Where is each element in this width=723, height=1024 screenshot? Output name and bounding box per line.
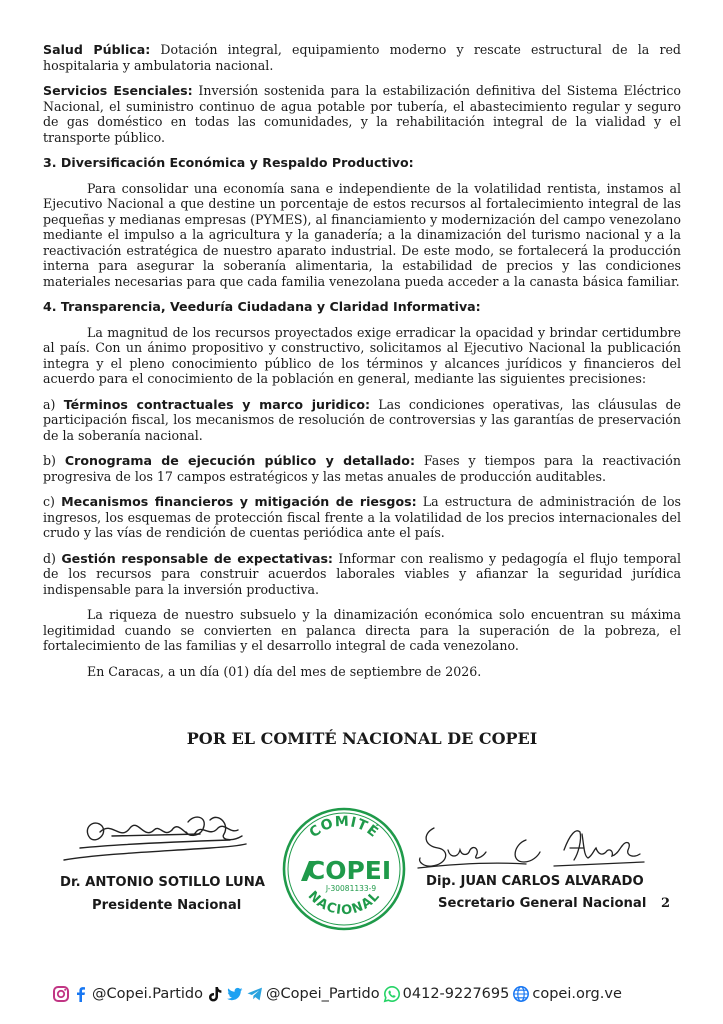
date-line: En Caracas, a un día (01) día del mes de septiembre de 2026. bbox=[87, 663, 482, 679]
tiktok-icon[interactable] bbox=[206, 985, 224, 1003]
footer-phone[interactable]: 0412-9227695 bbox=[402, 986, 510, 1002]
item-b-prefix: b) bbox=[43, 453, 65, 468]
signatory-right-title: Secretario General Nacional bbox=[438, 896, 647, 911]
signatory-left-title: Presidente Nacional bbox=[92, 898, 242, 913]
facebook-icon[interactable] bbox=[72, 985, 90, 1003]
item-a-text: Las condiciones operativas, las cláusulas de participación fiscal, los mecanismos de resolución de controversias y las garantías de preservación de la soberanía nacional. bbox=[43, 396, 681, 443]
section-3-heading: 3. Diversificación Económica y Respaldo Productivo: bbox=[43, 155, 414, 170]
footer-handle-facebook-instagram[interactable]: @Copei.Partido bbox=[92, 986, 203, 1002]
item-a-prefix: a) bbox=[43, 396, 64, 412]
page-number: 2 bbox=[661, 896, 671, 911]
copei-seal-stamp bbox=[279, 805, 409, 933]
closing-paragraph: La riqueza de nuestro subsuelo y la dinamización económica solo encuentran su máxima legitimidad cuando se convierten en palanca directa para la superación de la pobreza, el fortalecimiento de las familias y el desarrollo integral de cada venezolano. bbox=[43, 607, 681, 653]
item-a-label: Términos contractuales y marco juridico: bbox=[63, 396, 371, 412]
item-c-text: La estructura de administración de los ingresos, los esquemas de protección fiscal frente a la volatilidad de los precios internacionales del crudo y las vías de rendición de cuentas periódica ante el país. bbox=[43, 494, 681, 540]
svg-text:COMITÉ: COMITÉ bbox=[306, 813, 382, 842]
paragraph-salud-publica bbox=[43, 42, 681, 73]
item-c-prefix: c) bbox=[43, 494, 62, 509]
label-servicios-esenciales: Servicios Esenciales: bbox=[43, 83, 193, 98]
section-3-body: Para consolidar una economía sana e independiente de la volatilidad rentista, instamos al Ejecutivo Nacional a que destine un porcentaje de estos recursos al fortalecimiento integral de las pequeñas y medianas empresas (PYMES), al financiamiento y modernización del campo venezolano mediante el impulso a la agricultura y la ganadería; a la dinamización del turismo nacional y a la reactivación estratégica de nuestro aparato industrial. De este modo, se fortalecerá la producción interna para asegurar la soberanía alimentaria, la estabilidad de precios y las condiciones materiales necesarias para que cada familia venezolana pueda acceder a la canasta básica familiar. bbox=[43, 180, 681, 289]
telegram-icon[interactable] bbox=[246, 985, 264, 1003]
globe-icon[interactable] bbox=[512, 985, 530, 1003]
document-body bbox=[43, 42, 681, 686]
label-salud-publica: Salud Pública: bbox=[43, 42, 151, 57]
twitter-icon[interactable] bbox=[226, 985, 244, 1003]
section-4-body: La magnitud de los recursos proyectados exige erradicar la opacidad y brindar certidumbre al país. Con un ánimo propositivo y constructivo, solicitamos al Ejecutivo Nacional la publicación integra y el pleno conocimiento público de los términos y alcances jurídicos y financieros del acuerdo para el conocimiento de la población en general, mediante las siguientes precisiones: bbox=[43, 324, 681, 386]
text-salud-publica: Dotación integral, equipamiento moderno y rescate estructural de la red hospitalaria y ambulatoria nacional. bbox=[43, 42, 681, 73]
signatory-right-name: Dip. JUAN CARLOS ALVARADO bbox=[426, 874, 644, 889]
svg-text:J-30081133-9: J-30081133-9 bbox=[325, 884, 377, 893]
signature-right-image bbox=[414, 820, 646, 872]
item-d-text: Informar con realismo y pedagogía el flujo temporal de los recursos para construir acuerdos laborales viables y afianzar la seguridad jurídica indispensable para la inversión productiva. bbox=[43, 550, 681, 597]
paragraph-servicios-esenciales bbox=[43, 83, 681, 145]
section-4-heading: 4. Transparencia, Veeduría Ciudadana y Claridad Informativa: bbox=[43, 299, 481, 314]
whatsapp-icon[interactable] bbox=[383, 985, 401, 1003]
item-d bbox=[43, 551, 681, 598]
item-a bbox=[43, 397, 681, 444]
text-servicios-esenciales: Inversión sostenida para la estabilización definitiva del Sistema Eléctrico Nacional, el suministro continuo de agua potable por tubería, el abastecimiento regular y seguro de gas doméstico en todas las comunidades, y la rehabilitación integral de la vialidad y el transporte público. bbox=[43, 83, 681, 145]
svg-text:NACIONAL: NACIONAL bbox=[304, 888, 384, 919]
footer-website-link[interactable]: copei.org.ve bbox=[532, 986, 622, 1002]
item-b-text: Fases y tiempos para la reactivación progresiva de los 17 campos estratégicos y las metas anuales de producción auditables. bbox=[43, 453, 681, 484]
signature-left-image bbox=[60, 808, 250, 870]
item-c bbox=[43, 494, 681, 541]
item-d-label: Gestión responsable de expectativas: bbox=[61, 550, 333, 566]
item-d-prefix: d) bbox=[43, 550, 62, 566]
footer-handle-tiktok-twitter-telegram[interactable]: @Copei_Partido bbox=[266, 986, 380, 1002]
committee-heading: POR EL COMITÉ NACIONAL DE COPEI bbox=[186, 729, 538, 748]
item-b-label: Cronograma de ejecución público y detallado: bbox=[64, 453, 415, 468]
signatory-left-name: Dr. ANTONIO SOTILLO LUNA bbox=[60, 875, 265, 890]
item-c-label: Mecanismos financieros y mitigación de riesgos: bbox=[61, 494, 417, 509]
instagram-icon[interactable] bbox=[52, 985, 70, 1003]
item-b bbox=[43, 453, 681, 484]
footer-contact-bar bbox=[52, 981, 692, 1007]
svg-text:COPEI: COPEI bbox=[306, 856, 392, 885]
